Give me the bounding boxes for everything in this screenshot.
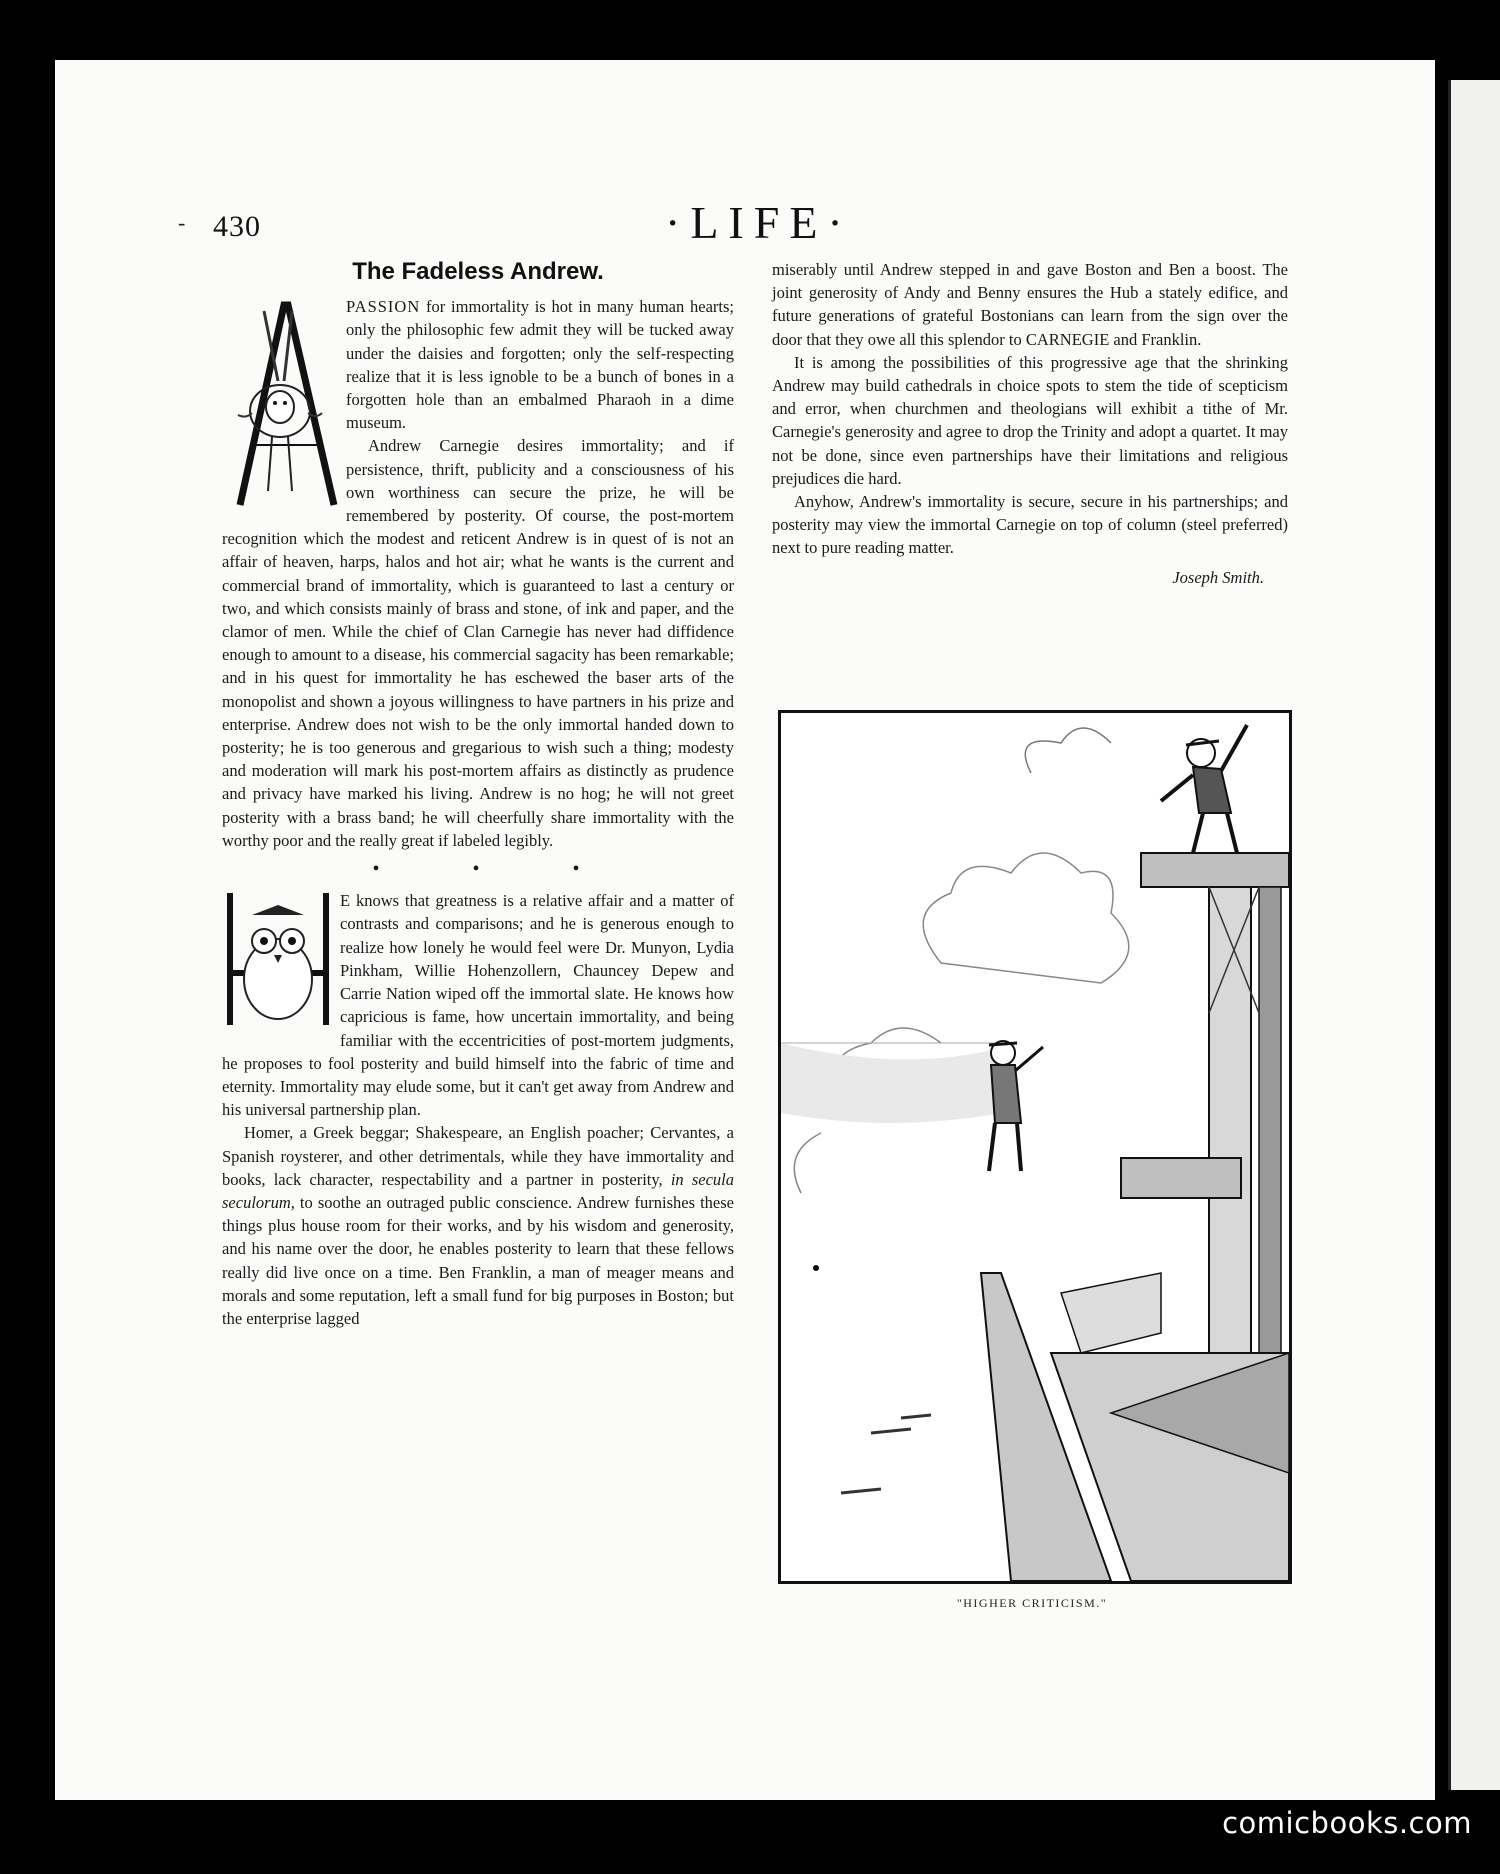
dropcap-a-rabbit-illustration: [222, 295, 340, 513]
section-ornament: • • •: [372, 858, 624, 881]
right-column: [772, 258, 1288, 589]
paragraph-6: It is among the possibilities of this progressive age that the shrinking Andrew may build cathedrals in choice spots to stem the tide of scepticism and error, when churchmen and theologians will exhibit a tithe of Mr. Carnegie's generosity and agree to drop the Trinity and adopt a quartet. It may not be done, since even partnerships have their limitations and religious prejudices die hard.: [772, 352, 1288, 488]
left-column: [222, 258, 734, 1330]
paragraph-4: [222, 1121, 734, 1330]
cartoon-caption: "HIGHER CRITICISM.": [956, 1596, 1108, 1610]
paragraph-3-lead: E: [340, 891, 351, 911]
paragraph-4-text-b: to soothe an outraged public conscience. Andrew furnishes these things plus house room for their works, and by his wisdom and generosity, and his name over the door, he enables posterity to learn that these fellows really did live once on a time. Ben Franklin, a man of meager means and morals and some reputation, left a small fund for big purposes in Boston; but the enterprise lagged: [222, 1192, 734, 1328]
masthead-title: ·LIFE·: [665, 197, 853, 248]
figure-upper-scaffold: [1161, 725, 1247, 853]
figure-lower-beam: [989, 1041, 1043, 1171]
paragraph-3-text: knows that greatness is a relative affair and a matter of contrasts and comparisons; and he is generous enough to realize how lonely he would feel were Dr. Munyon, Lydia Pinkham, Willie Hohenzollern, Chauncey Depew and Carrie Nation wiped off the immortal slate. He knows how capricious is fame, how uncertain immortality, and being familiar with the eccentricities of post-mortem judgments, he proposes to fool posterity and build himself into the fabric of time and eternity. Immortality may elude some, but it can't get away from Andrew and his universal partnership plan.: [222, 891, 734, 1120]
page-number: 430: [213, 210, 261, 243]
paragraph-1-lead: PASSION: [346, 297, 421, 317]
running-head: [0, 138, 1500, 248]
paragraph-5: miserably until Andrew stepped in and gave Boston and Ben a boost. The joint generosity of Andy and Benny ensures the Hub a stately edifice, and future generations of grateful Bostonians can learn from the sign over the door that they owe all this splendor to CARNEGIE and Franklin.: [772, 260, 1288, 349]
cartoon-illustration: [778, 710, 1292, 1584]
paragraph-2: Andrew Carnegie desires immortality; and if persistence, thrift, publicity and a consciousness of his own worthiness can secure the prize, he will be remembered by posterity. Of course, the post-mortem recognition which the modest and reticent Andrew is in quest of is not an affair of heaven, harps, halos and hot air; what he wants is the current and commercial brand of immortality, which is guaranteed to last a century or two, and which consists mainly of brass and stone, of ink and paper, and the clamor of men. While the chief of Clan Carnegie has never had diffidence enough to amount to a disease, his commercial sagacity has been remarkable; and in his quest for immortality he has eschewed the baser arts of the monopolist and shown a joyous willingness to have partners in his prize and enterprise. Andrew does not wish to be the only immortal handed down to posterity; he is too generous and gregarious to wish such a thing; modesty and moderation will mark his post-mortem affairs as distinctly as prudence and privacy have marked his living. Andrew is no hog; he will not greet posterity with a brass band; he will cheerfully share immortality with the worthy poor and the really great if labeled legibly.: [222, 436, 734, 850]
article-title: The Fadeless Andrew.: [352, 258, 604, 285]
paragraph-1-text: for immortality is hot in many human hearts; only the philosophic few admit they will be tucked away under the daisies and forgotten; only the self-respecting realize that it is less ignoble to be a bunch of bones in a forgotten hole than an embalmed Pharaoh in a dime museum.: [346, 297, 734, 433]
adjacent-page-edge: [1448, 80, 1500, 1790]
site-watermark: comicbooks.com: [1222, 1806, 1472, 1840]
paragraph-4-text-a: Homer, a Greek beggar; Shakespeare, an English poacher; Cervantes, a Spanish roysterer, and other detrimentals, while they have immortality and books, lack character, respectability and a partner in posterity,: [222, 1123, 734, 1189]
page-number-dash: -: [178, 210, 186, 235]
byline: Joseph Smith.: [1172, 567, 1264, 587]
paragraph-7: Anyhow, Andrew's immortality is secure, secure in his partnerships; and posterity may view the immortal Carnegie on top of column (steel preferred) next to pure reading matter.: [772, 492, 1288, 558]
paragraph-4-latin-phrase: in secula seculorum,: [222, 1169, 734, 1212]
dropcap-h-owl-illustration: [222, 889, 334, 1029]
